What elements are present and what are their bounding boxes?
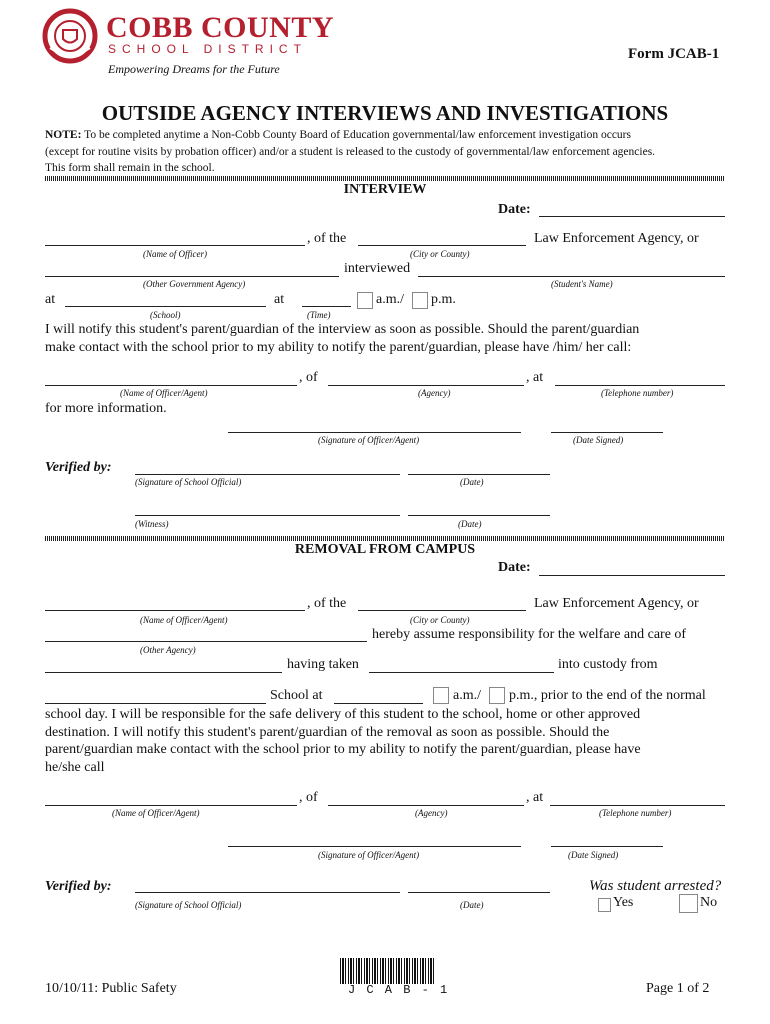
removal-other-agency-field[interactable] <box>45 641 367 642</box>
removal-of-text-2: , of <box>299 790 318 805</box>
divider-2 <box>45 536 725 541</box>
caption-removal-officer-agent: (Name of Officer/Agent) <box>112 808 200 818</box>
officer-signature-field[interactable] <box>228 432 521 433</box>
removal-para-3: parent/guardian make contact with the school prior to my ability to notify the parent/guardian, please have <box>45 742 641 757</box>
am-label: a.m./ <box>376 292 404 307</box>
removal-student-field[interactable] <box>45 672 282 673</box>
caption-city: (City or County) <box>410 249 470 259</box>
officer-name-field[interactable] <box>45 245 305 246</box>
caption-other-gov: (Other Government Agency) <box>143 279 246 289</box>
removal-phone-field[interactable] <box>550 805 725 806</box>
caption-officer: (Name of Officer) <box>143 249 207 259</box>
student-name-field[interactable] <box>418 276 725 277</box>
caption-removal-sig-school: (Signature of School Official) <box>135 900 242 910</box>
caption-removal-sig-officer: (Signature of Officer/Agent) <box>318 850 420 860</box>
note-line-3: This form shall remain in the school. <box>45 162 215 174</box>
officer-agent-field[interactable] <box>45 385 297 386</box>
page-title: OUTSIDE AGENCY INTERVIEWS AND INVESTIGATIONS <box>101 101 669 125</box>
caption-removal-phone: (Telephone number) <box>599 808 672 818</box>
caption-witness: (Witness) <box>135 519 169 529</box>
city-county-field[interactable] <box>358 245 526 246</box>
barcode <box>340 958 436 984</box>
at-text: at <box>45 292 56 307</box>
witness-field[interactable] <box>135 515 400 516</box>
interviewed-text: interviewed <box>344 261 411 276</box>
caption-date-signed: (Date Signed) <box>573 435 624 445</box>
note-text-1: To be completed anytime a Non-Cobb County Board of Education governmental/law enforcement investigation occurs <box>84 129 631 141</box>
removal-am-checkbox[interactable] <box>433 687 449 704</box>
divider <box>45 176 725 181</box>
caption-student: (Student's Name) <box>551 279 613 289</box>
caption-date-2: (Date) <box>458 519 482 529</box>
at-text-2: at <box>274 292 285 307</box>
phone-field[interactable] <box>555 385 725 386</box>
org-name: COBB COUNTY <box>106 11 335 44</box>
more-info-text: for more information. <box>45 401 167 416</box>
removal-verified-by-label: Verified by: <box>45 879 112 894</box>
arrested-no-checkbox[interactable] <box>679 894 698 913</box>
agency-field[interactable] <box>328 385 524 386</box>
other-gov-field[interactable] <box>45 276 339 277</box>
caption-phone: (Telephone number) <box>601 388 674 398</box>
of-text-2: , of <box>299 370 318 385</box>
interview-para-2: make contact with the school prior to my ability to notify the parent/guardian, please have /him/ her call: <box>45 340 632 355</box>
removal-person-field[interactable] <box>369 672 554 673</box>
caption-removal-agency: (Agency) <box>415 808 448 818</box>
interview-date-field[interactable] <box>539 216 725 217</box>
arrested-yes-checkbox[interactable] <box>598 898 611 912</box>
pm-checkbox[interactable] <box>412 292 428 309</box>
barcode-text: J C A B - 1 <box>348 983 450 997</box>
interview-heading: INTERVIEW <box>343 182 427 197</box>
arrested-question: Was student arrested? <box>589 878 722 894</box>
pm-label: p.m. <box>431 292 456 307</box>
removal-agency-field[interactable] <box>328 805 524 806</box>
removal-officer-agent-field[interactable] <box>45 805 297 806</box>
removal-date-field[interactable] <box>539 575 725 576</box>
removal-pm-label: p.m., prior to the end of the normal <box>509 688 706 703</box>
org-subtitle: SCHOOL DISTRICT <box>108 42 307 56</box>
verified-date-field[interactable] <box>408 474 550 475</box>
note-line-1 <box>45 129 631 141</box>
removal-verified-date-field[interactable] <box>408 892 550 893</box>
arrested-no-label: No <box>700 895 718 910</box>
caption-removal-city: (City or County) <box>410 615 470 625</box>
arrested-yes-label: Yes <box>613 895 634 910</box>
caption-removal-officer: (Name of Officer/Agent) <box>140 615 228 625</box>
caption-other-agency: (Other Agency) <box>140 645 196 655</box>
removal-para-4: he/she call <box>45 760 105 775</box>
removal-of-the-text: , of the <box>307 596 347 611</box>
caption-officer-agent: (Name of Officer/Agent) <box>120 388 208 398</box>
caption-date: (Date) <box>460 477 484 487</box>
removal-am-label: a.m./ <box>453 688 481 703</box>
removal-pm-checkbox[interactable] <box>489 687 505 704</box>
form-number: Form JCAB-1 <box>628 46 720 62</box>
school-at-text: School at <box>270 688 323 703</box>
caption-agency: (Agency) <box>418 388 451 398</box>
district-logo <box>42 8 98 64</box>
caption-removal-date-signed: (Date Signed) <box>568 850 619 860</box>
removal-at-text-3: , at <box>526 790 544 805</box>
removal-date-signed-field[interactable] <box>551 846 663 847</box>
school-official-signature-field[interactable] <box>135 474 400 475</box>
agency-or-text: Law Enforcement Agency, or <box>534 231 699 246</box>
caption-removal-date: (Date) <box>460 900 484 910</box>
interview-date-label: Date: <box>498 202 531 217</box>
footer-revision: 10/10/11: Public Safety <box>45 981 177 996</box>
removal-school-official-signature-field[interactable] <box>135 892 400 893</box>
note-label: NOTE: <box>45 129 82 141</box>
into-custody-text: into custody from <box>558 657 658 672</box>
caption-time: (Time) <box>307 310 331 320</box>
tagline: Empowering Dreams for the Future <box>108 62 280 76</box>
having-taken-text: having taken <box>287 657 359 672</box>
verified-by-label: Verified by: <box>45 460 112 475</box>
note-line-2: (except for routine visits by probation officer) and/or a student is released to the custody of governmental/law enforcement agencies. <box>45 146 656 158</box>
date-signed-field[interactable] <box>551 432 663 433</box>
removal-officer-signature-field[interactable] <box>228 846 521 847</box>
removal-school-field[interactable] <box>45 703 266 704</box>
at-text-3: , at <box>526 370 544 385</box>
caption-school: (School) <box>150 310 181 320</box>
removal-time-field[interactable] <box>334 703 423 704</box>
removal-heading: REMOVAL FROM CAMPUS <box>294 542 476 557</box>
caption-sig-school: (Signature of School Official) <box>135 477 242 487</box>
removal-officer-field[interactable] <box>45 610 305 611</box>
page-number: Page 1 of 2 <box>646 981 710 996</box>
removal-date-label: Date: <box>498 560 531 575</box>
removal-para-2: destination. I will notify this student's parent/guardian of the removal as soon as possible. Should the <box>45 725 610 740</box>
caption-sig-officer: (Signature of Officer/Agent) <box>318 435 420 445</box>
time-field[interactable] <box>302 306 351 307</box>
am-checkbox[interactable] <box>357 292 373 309</box>
interview-para-1: I will notify this student's parent/guardian of the interview as soon as possible. Should the parent/guardian <box>45 322 640 337</box>
removal-city-field[interactable] <box>358 610 526 611</box>
school-field[interactable] <box>65 306 266 307</box>
assume-text: hereby assume responsibility for the welfare and care of <box>372 627 687 642</box>
of-the-text: , of the <box>307 231 347 246</box>
removal-para-1: school day. I will be responsible for the safe delivery of this student to the school, home or other approved <box>45 707 641 722</box>
removal-agency-or-text: Law Enforcement Agency, or <box>534 596 699 611</box>
witness-date-field[interactable] <box>408 515 550 516</box>
